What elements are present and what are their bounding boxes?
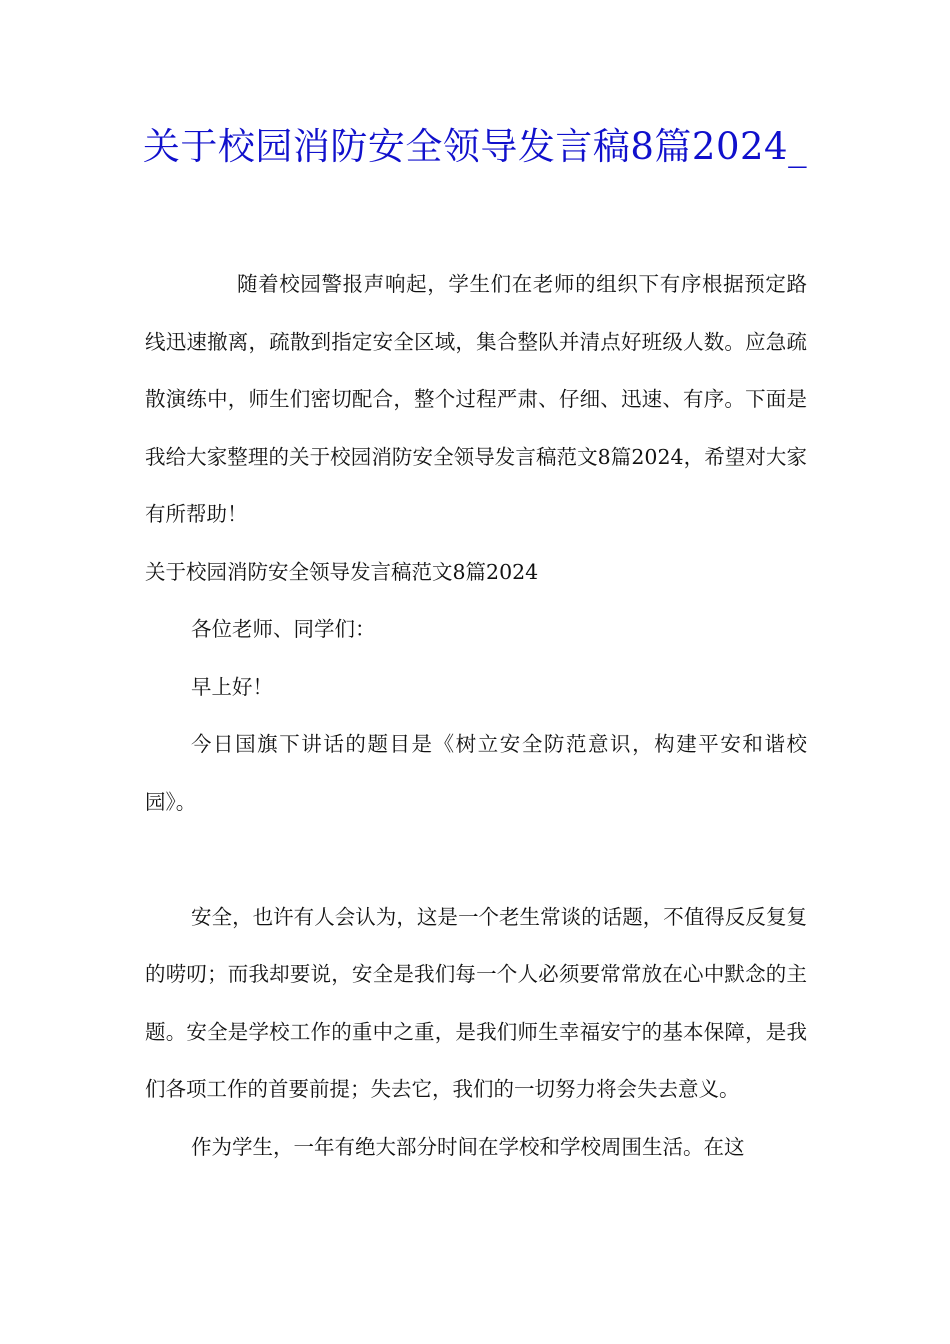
section-subtitle: 关于校园消防安全领导发言稿范文8篇2024 (145, 559, 539, 584)
greeting: 早上好！ (191, 674, 273, 699)
paragraph-spacer (145, 831, 807, 889)
topic-paragraph: 今日国旗下讲话的题目是《树立安全防范意识，构建平安和谐校园》。 (145, 732, 807, 814)
salutation: 各位老师、同学们： (191, 617, 376, 641)
document-body (145, 256, 807, 1176)
body-paragraph: 安全，也许有人会认为，这是一个老生常谈的话题，不值得反反复复的唠叨；而我却要说，安全是我们每一个人必须要常常放在心中默念的主题。安全是学校工作的重中之重，是我们师生幸福安宁的基本保障，是我们各项工作的首要前提；失去它，我们的一切努力将会失去意义。 (145, 904, 807, 1101)
body-paragraph: 作为学生，一年有绝大部分时间在学校和学校周围生活。在这 (191, 1134, 745, 1159)
intro-paragraph: 随着校园警报声响起，学生们在老师的组织下有序根据预定路线迅速撤离，疏散到指定安全区域，集合整队并清点好班级人数。应急疏散演练中，师生们密切配合，整个过程严肃、仔细、迅速、有序。下面是我给大家整理的关于校园消防安全领导发言稿范文8篇2024，希望对大家有所帮助！ (145, 272, 807, 526)
document-title: 关于校园消防安全领导发言稿8篇2024_ (142, 125, 808, 168)
